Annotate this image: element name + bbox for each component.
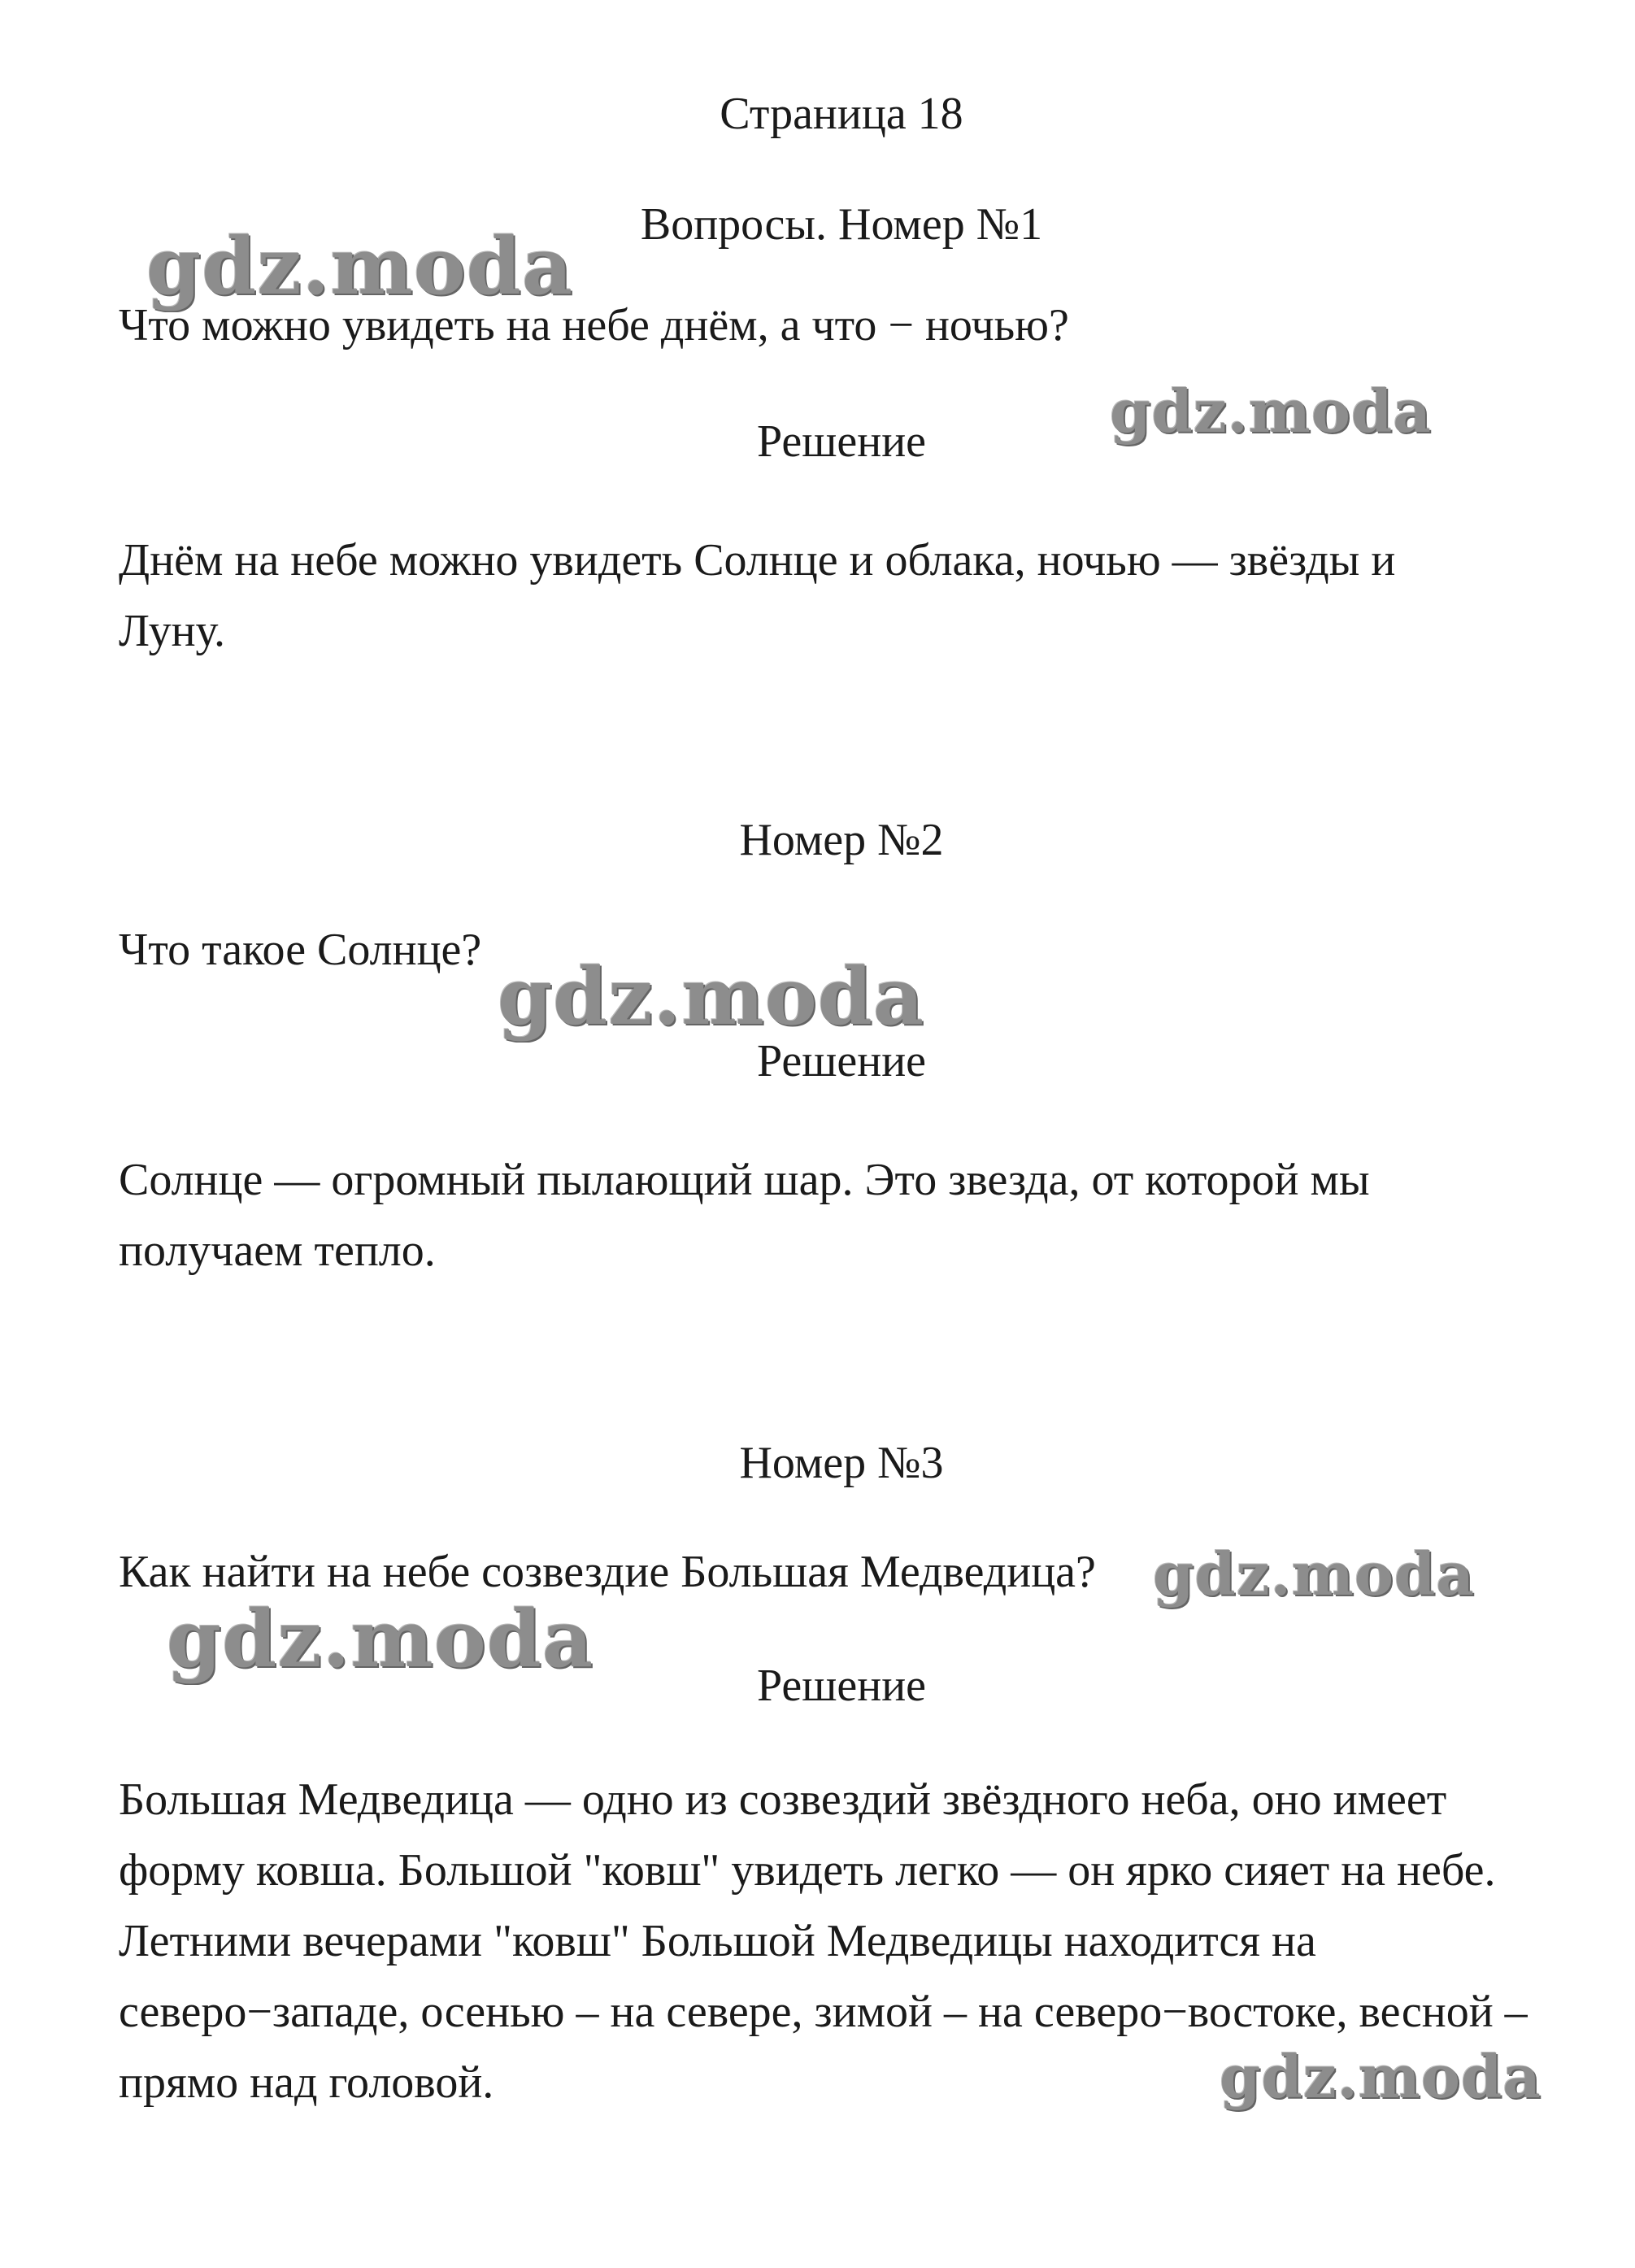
watermark-logo: gdz.moda — [146, 220, 574, 312]
page-number-heading: Страница 18 — [720, 89, 963, 139]
question-1-heading: Вопросы. Номер №1 — [640, 199, 1043, 250]
watermark-logo: gdz.moda — [1220, 2042, 1542, 2111]
watermark-logo: gdz.moda — [1110, 377, 1432, 446]
question-3-text: Как найти на небе созвездие Большая Медведица? — [119, 1547, 1096, 1597]
solution-3-label: Решение — [756, 1661, 927, 1711]
watermark-logo: gdz.moda — [498, 951, 925, 1043]
solution-2-label: Решение — [756, 1036, 927, 1086]
question-2-heading: Номер №2 — [739, 815, 944, 865]
answer-2-text: Солнце — огромный пылающий шар. Это звезда, от которой мы получаем тепло. — [119, 1155, 1370, 1276]
question-3-heading: Номер №3 — [739, 1438, 944, 1488]
watermark-logo: gdz.moda — [167, 1593, 594, 1685]
question-1-text: Что можно увидеть на небе днём, а что − ночью? — [119, 300, 1069, 350]
answer-3-text: Большая Медведица — одно из созвездий звёздного неба, оно имеет форму ковша. Большой "ковш" увидеть легко — он ярко сияет на небе. Летними вечерами "ковш" Большой Медведицы находится на северо−западе, осенью – на севере, зимой – на северо−востоке, весной – прямо над головой. — [119, 1774, 1528, 2108]
answer-1-text: Днём на небе можно увидеть Солнце и облака, ночью — звёзды и Луну. — [119, 535, 1396, 656]
watermark-logo: gdz.moda — [1153, 1539, 1475, 1608]
question-2-text: Что такое Солнце? — [119, 925, 482, 975]
solution-1-label: Решение — [756, 416, 927, 467]
